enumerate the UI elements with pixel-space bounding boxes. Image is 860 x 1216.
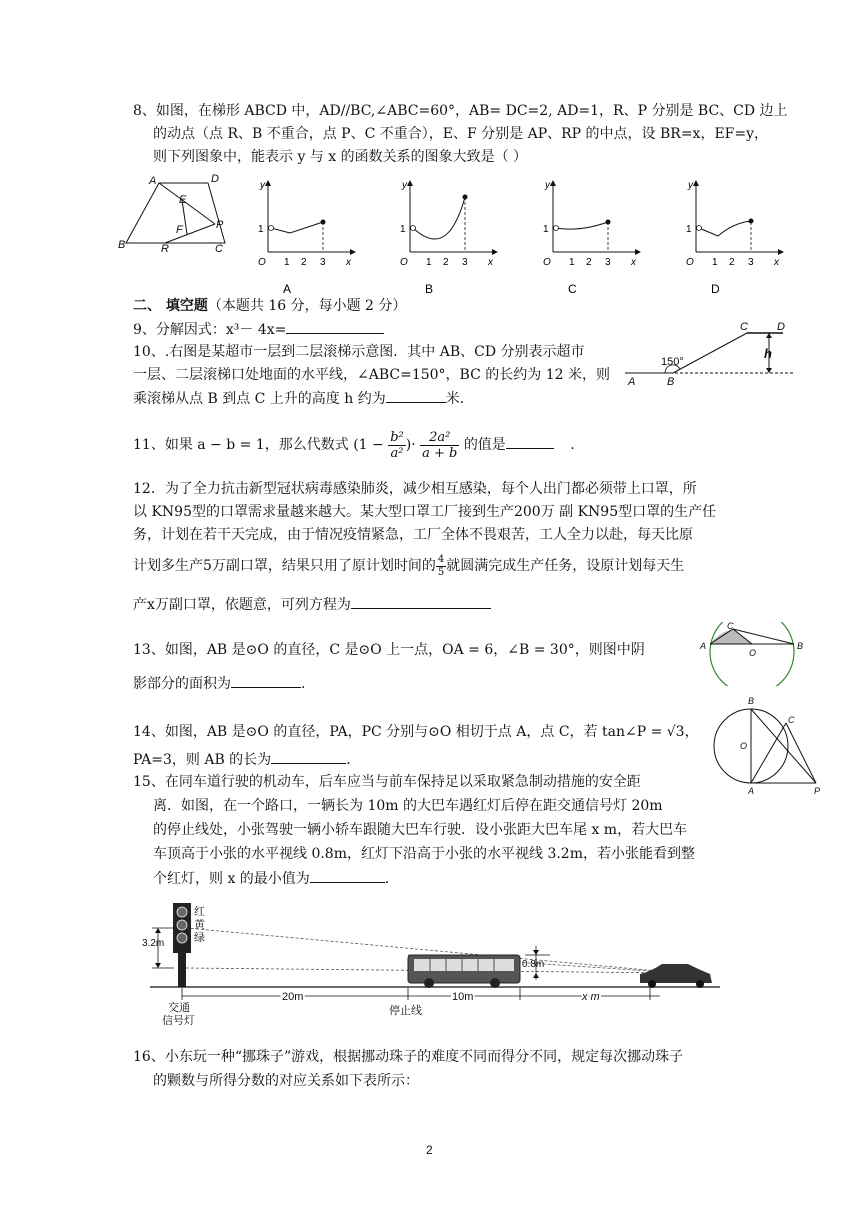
closed-point [749, 219, 754, 224]
label-signal-1: 交通 [168, 1002, 190, 1014]
x-tick-1: 1 [712, 257, 718, 268]
q13-line1: 13、如图，AB 是⊙O 的直径，C 是⊙O 上一点，OA = 6，∠B = 30°，则图中阴 [133, 642, 645, 658]
label-P: P [814, 786, 821, 796]
x-label: x [488, 257, 493, 268]
q14-text: PA=3，则 AB 的长为 [133, 752, 272, 768]
label-C: C [788, 715, 795, 725]
label-B: B [797, 641, 804, 651]
label-red: 红 [194, 906, 205, 918]
section-note: （本题共 16 分，每小题 2 分） [207, 298, 407, 314]
q11-end: . [570, 437, 575, 453]
open-point [269, 226, 274, 231]
label-3-2m: 3.2m [142, 938, 165, 949]
section-heading: 二、 填空题 [133, 298, 208, 314]
label-C: C [740, 321, 748, 333]
q11-answer-blank[interactable] [506, 434, 554, 449]
option-label: C [568, 282, 577, 296]
graph-option-A [250, 178, 360, 296]
y-label: y [402, 180, 407, 191]
label-R: R [161, 243, 169, 252]
q12-text-b: 就圆满完成生产任务，设原计划每天生 [446, 558, 685, 574]
q16-line1: 16、小东玩一种“挪珠子”游戏，根据挪动珠子的难度不同而得分不同，规定每次挪动珠子 [133, 1049, 684, 1065]
q16-line2: 的颗数与所得分数的对应关系如下表所示： [153, 1073, 419, 1089]
section-title [133, 296, 406, 316]
x-tick-1: 1 [569, 257, 575, 268]
graph-option-D [678, 178, 788, 296]
q10-text: 乘滚梯从点 B 到点 C 上升的高度 h 约为 [133, 391, 386, 407]
y-label: y [688, 180, 693, 191]
q11-dot: )· [405, 437, 416, 453]
label-P: P [216, 219, 224, 231]
q11-fraction-1 [388, 430, 406, 461]
q15-line5 [153, 868, 389, 889]
origin-label: O [400, 257, 408, 268]
q10-line2: 一层、二层滚梯口处地面的水平线，∠ABC=150°，BC 的长约为 12 米，则 [133, 367, 610, 383]
x-tick-2: 2 [586, 257, 592, 268]
label-A: A [748, 786, 755, 796]
label-A: A [149, 175, 157, 187]
label-h: h [764, 346, 772, 361]
q10-escalator-figure [625, 318, 795, 390]
q12-line3: 务，计划在若干天完成，由于情况疫情紧急，工厂全体不畏艰苦，工人全力以赴，每天比原 [133, 527, 693, 543]
q15-end: . [384, 871, 390, 887]
q13-answer-blank[interactable] [231, 673, 301, 688]
x-tick-2: 2 [301, 257, 307, 268]
label-green: 绿 [194, 932, 205, 944]
x-label: x [774, 257, 779, 268]
label-20m: 20m [282, 991, 304, 1003]
q11-line [133, 425, 575, 465]
x-axis-arrow [492, 249, 498, 255]
q12-frac-num: 4 [437, 553, 445, 565]
label-O: O [740, 741, 748, 751]
q11-fraction-2 [420, 430, 459, 461]
q9-text: 9、分解因式：x³－ 4x= [133, 322, 287, 338]
x-tick-3: 3 [462, 257, 468, 268]
q12-text-a: 计划多生产5万副口罩，结果只用了原计划时间的 [133, 558, 436, 574]
q11-pre: 11、如果 a − b = 1，那么代数式 (1 − [133, 437, 384, 453]
origin-label: O [543, 257, 551, 268]
q12-line1: 12．为了全力抗击新型冠状病毒感染肺炎，减少相互感染，每个人出门都必须带上口罩，所 [133, 481, 697, 497]
label-A: A [628, 376, 636, 388]
x-label: x [346, 257, 351, 268]
q12-line4 [133, 548, 684, 584]
q14-end: . [346, 752, 351, 768]
q15-line1: 15、在同车道行驶的机动车，后车应当与前车保持足以采取紧急制动措施的安全距 [133, 774, 641, 790]
origin-label: O [258, 257, 266, 268]
option-label: A [283, 282, 292, 296]
closed-point [463, 195, 468, 200]
label-B: B [667, 376, 675, 388]
q15-text: 个红灯，则 x 的最小值为 [153, 871, 310, 887]
y-tick-1: 1 [258, 224, 264, 235]
label-B: B [748, 696, 755, 706]
y-axis-arrow [693, 180, 699, 186]
page-number: 2 [426, 1143, 433, 1157]
label-0-8m: 0.8m [522, 959, 545, 970]
q12-frac-den: 5 [437, 566, 445, 578]
frac1-num: b² [390, 429, 404, 445]
q8-line1: 8、如图，在梯形 ABCD 中，AD//BC,∠ABC=60°，AB= DC=2, AD=1，R、P 分别是 BC、CD 边上 [133, 103, 788, 119]
y-tick-1: 1 [686, 224, 692, 235]
q10-answer-blank[interactable] [386, 388, 446, 403]
x-axis-arrow [778, 249, 784, 255]
y-tick-1: 1 [543, 224, 549, 235]
graph-option-C [535, 178, 645, 296]
q12-line5 [133, 594, 491, 615]
q11-post: 的值是 [463, 437, 506, 453]
q14-line1: 14、如图，AB 是⊙O 的直径，PA，PC 分别与⊙O 相切于点 A，点 C，若 tan∠P = √3， [133, 724, 699, 740]
open-point [411, 226, 416, 231]
frac1-den: a² [390, 445, 404, 461]
option-label: D [711, 282, 720, 296]
y-axis-arrow [550, 180, 556, 186]
label-10m: 10m [452, 991, 474, 1003]
label-C: C [727, 622, 734, 631]
closed-point [606, 220, 611, 225]
label-B: B [118, 239, 126, 251]
y-axis-arrow [265, 180, 271, 186]
q15-line4: 车顶高于小张的水平视线 0.8m，红灯下沿高于小张的水平视线 3.2m，若小张能看到整 [153, 846, 695, 862]
origin-label: O [686, 257, 694, 268]
label-O: O [749, 648, 757, 658]
x-tick-3: 3 [605, 257, 611, 268]
q13-line2 [133, 673, 305, 694]
x-axis-arrow [635, 249, 641, 255]
x-label: x [631, 257, 636, 268]
label-F: F [176, 224, 183, 236]
label-D: D [211, 173, 219, 185]
y-label: y [545, 180, 550, 191]
q15-line3: 的停止线处，小张驾驶一辆小轿车跟随大巴车行驶．设小张距大巴车尾 x m，若大巴车 [153, 822, 688, 838]
y-label: y [260, 180, 265, 191]
label-C: C [215, 243, 223, 252]
label-D: D [777, 321, 785, 333]
option-label: B [425, 282, 434, 296]
q10-unit: 米． [445, 391, 474, 407]
frac2-den: a + b [422, 445, 458, 461]
x-tick-2: 2 [443, 257, 449, 268]
function-curve [413, 197, 465, 239]
open-point [554, 226, 559, 231]
q9-answer-blank[interactable] [286, 319, 384, 334]
x-tick-1: 1 [284, 257, 290, 268]
label-E: E [179, 194, 187, 206]
x-tick-3: 3 [748, 257, 754, 268]
q8-line2: 的动点（点 R、B 不重合，点 P、C 不重合），E、F 分别是 AP、RP 的中点，设 BR=x，EF=y， [153, 126, 769, 142]
q12-text-c: 产x万副口罩，依题意，可列方程为 [133, 597, 351, 613]
x-tick-3: 3 [320, 257, 326, 268]
q15-answer-blank[interactable] [310, 868, 385, 883]
label-A: A [700, 641, 707, 651]
x-axis-arrow [350, 249, 356, 255]
graph-option-B [392, 178, 502, 296]
q14-line2 [133, 749, 351, 770]
open-point [697, 226, 702, 231]
q8-trapezoid-figure [115, 172, 235, 252]
q12-fraction [436, 554, 446, 579]
q10-line3 [133, 388, 474, 409]
frac2-num: 2a² [420, 430, 459, 446]
x-tick-1: 1 [426, 257, 432, 268]
label-signal-2: 信号灯 [162, 1015, 195, 1025]
q15-line2: 离．如图，在一个路口，一辆长为 10m 的大巴车遇红灯后停在距交通信号灯 20m [153, 798, 663, 814]
y-axis-arrow [407, 180, 413, 186]
q13-circle-figure [696, 622, 814, 686]
q14-answer-blank[interactable] [271, 749, 346, 764]
q9-line [133, 319, 384, 340]
car [640, 964, 712, 988]
q12-line2: 以 KN95型的口罩需求量越来越大。某大型口罩工厂接到生产200万 副 KN95型口罩的生产任 [133, 504, 717, 520]
x-tick-2: 2 [729, 257, 735, 268]
q12-answer-blank[interactable] [351, 594, 491, 609]
label-xm: x m [582, 991, 600, 1003]
q13-text: 影部分的面积为 [133, 676, 231, 692]
function-curve [699, 221, 751, 236]
q13-end: . [301, 676, 306, 692]
bus [408, 955, 520, 988]
angle-150: 150° [661, 356, 684, 368]
q10-line1: 10、.右图是某超市一层到二层滚梯示意图．其中 AB、CD 分别表示超市 [133, 344, 585, 360]
q15-road-figure [140, 900, 740, 1025]
closed-point [321, 220, 326, 225]
label-stop-line: 停止线 [389, 1005, 422, 1017]
y-tick-1: 1 [400, 224, 406, 235]
function-curve [271, 222, 323, 233]
q8-line3: 则下列图象中，能表示 y 与 x 的函数关系的图象大致是（ ） [153, 149, 528, 165]
q14-tangent-figure [706, 693, 834, 799]
function-curve [556, 222, 608, 229]
label-yellow: 黄 [194, 919, 205, 931]
